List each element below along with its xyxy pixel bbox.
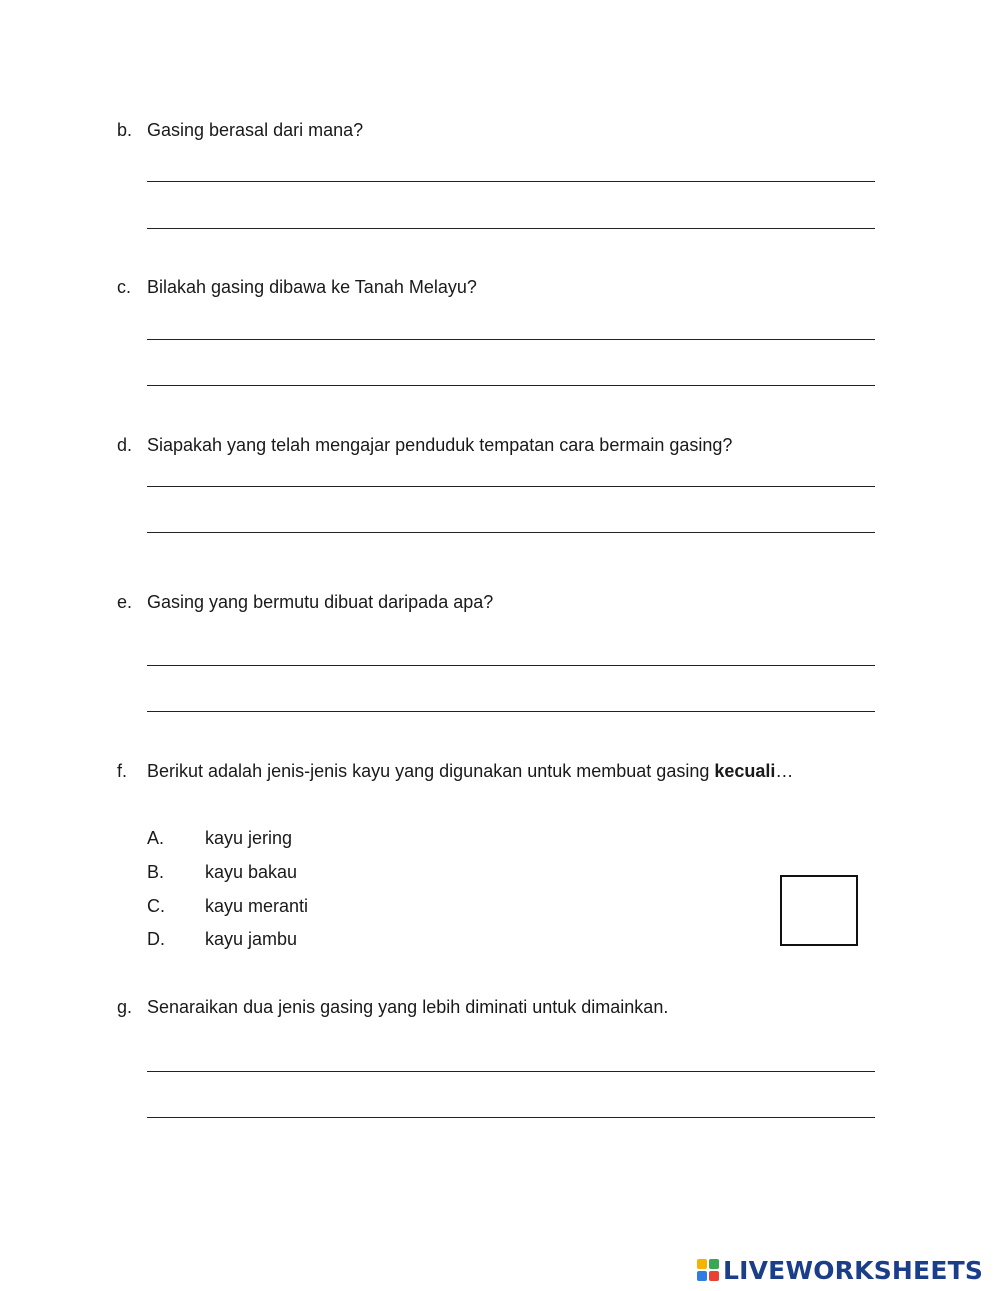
option-letter: B. (147, 862, 165, 882)
question-letter: f. (117, 761, 128, 781)
logo-tile (709, 1259, 719, 1269)
question-letter: b. (117, 120, 133, 140)
question-letter: c. (117, 277, 132, 297)
question-letter: e. (117, 592, 133, 612)
answer-line[interactable] (147, 385, 875, 386)
answer-line[interactable] (147, 339, 875, 340)
answer-line[interactable] (147, 532, 875, 533)
option-letter: A. (147, 828, 165, 848)
question-text: Gasing berasal dari mana? (147, 120, 364, 140)
question-emphasis: kecuali (714, 761, 776, 781)
answer-box[interactable] (780, 875, 858, 946)
option-text: kayu bakau (205, 862, 298, 882)
option-text: kayu meranti (205, 896, 309, 916)
option-text: kayu jering (205, 828, 293, 848)
answer-line[interactable] (147, 181, 875, 182)
option-letter: C. (147, 896, 165, 916)
question-letter: d. (117, 435, 133, 455)
logo-tile (697, 1271, 707, 1281)
answer-line[interactable] (147, 486, 875, 487)
logo-tiles-icon (697, 1259, 719, 1281)
question-text: Senaraikan dua jenis gasing yang lebih diminati untuk dimainkan. (147, 997, 669, 1017)
liveworksheets-logo (697, 1256, 983, 1284)
logo-tile (709, 1271, 719, 1281)
answer-line[interactable] (147, 711, 875, 712)
question-text (147, 760, 793, 782)
option-text: kayu jambu (205, 929, 298, 949)
answer-line[interactable] (147, 1071, 875, 1072)
question-text: Gasing yang bermutu dibuat daripada apa? (147, 592, 494, 612)
question-text: Bilakah gasing dibawa ke Tanah Melayu? (147, 277, 477, 297)
answer-line[interactable] (147, 665, 875, 666)
question-text-part: Berikut adalah jenis-jenis kayu yang digunakan untuk membuat gasing (147, 761, 715, 781)
answer-line[interactable] (147, 228, 875, 229)
logo-tile (697, 1259, 707, 1269)
option-letter: D. (147, 929, 165, 949)
answer-line[interactable] (147, 1117, 875, 1118)
question-text-part: … (775, 761, 794, 781)
question-text: Siapakah yang telah mengajar penduduk tempatan cara bermain gasing? (147, 435, 733, 455)
question-letter: g. (117, 997, 133, 1017)
logo-text: LIVEWORKSHEETS (723, 1255, 984, 1285)
